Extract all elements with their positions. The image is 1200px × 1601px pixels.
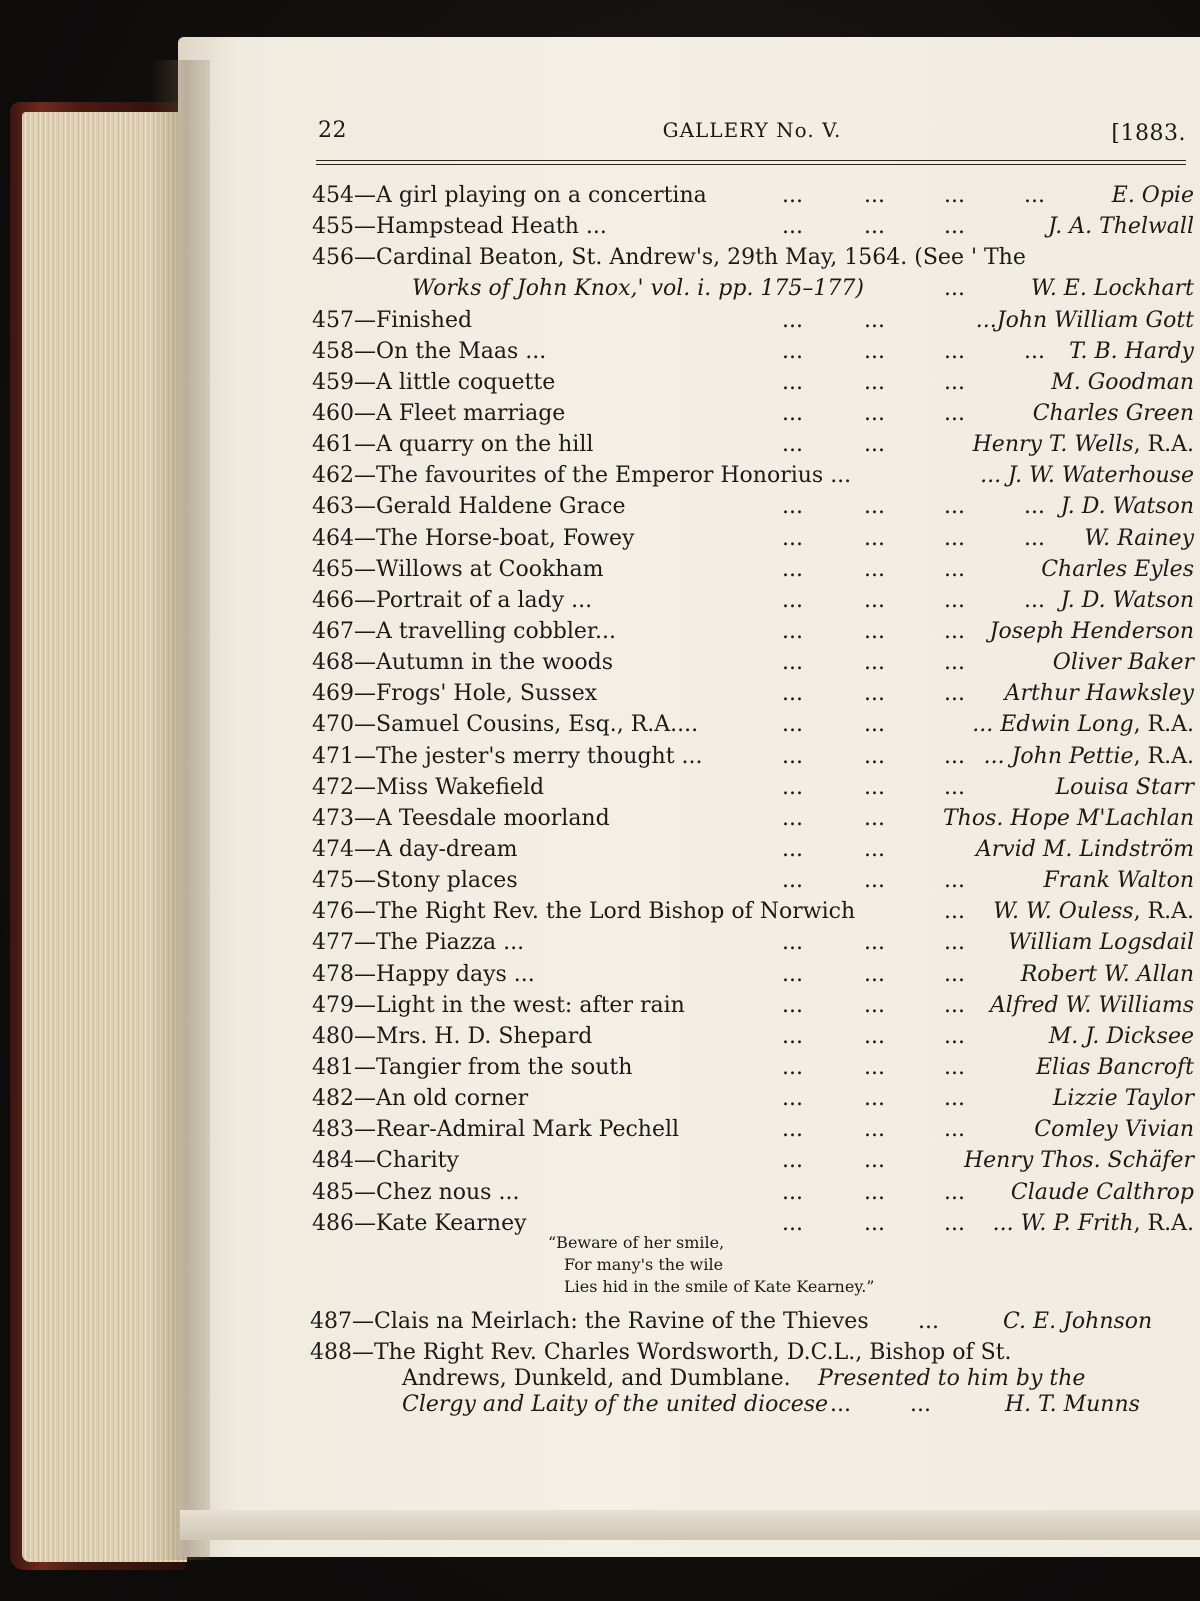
entry-artist (993, 1208, 1194, 1239)
artist-name: ... John Pettie (983, 743, 1134, 769)
leader-dots: ... (864, 1210, 885, 1236)
artist-name: M. Goodman (1051, 369, 1194, 395)
artist-suffix: , R.A. (1133, 743, 1194, 769)
page-bottom-edge (180, 1510, 1200, 1540)
leader-dots: ... (944, 961, 965, 987)
leader-dots: ... (1024, 587, 1045, 613)
artist-name: ...John William Gott (975, 307, 1194, 333)
header-rule-thin (316, 164, 1186, 165)
leader-dots: ... (944, 494, 965, 520)
catalogue-entry (312, 741, 1194, 772)
leader-dots: ... (1024, 183, 1045, 208)
entry-title: 476—The Right Rev. the Lord Bishop of Norwich (312, 899, 856, 925)
entry-title: 466—Portrait of a lady ... (312, 587, 593, 613)
leader-dots: ... (864, 1054, 885, 1080)
leader-dots: ... (782, 681, 803, 707)
artist-name: Frank Walton (1043, 868, 1194, 894)
entry-title: 460—A Fleet marriage (312, 400, 566, 426)
leader-dots: ... (782, 650, 803, 676)
catalogue-entry (312, 896, 1194, 927)
entry-artist (1069, 336, 1194, 367)
leader-dots: ... (782, 432, 803, 458)
leader-dots: ... (782, 868, 803, 894)
catalogue-entry (312, 491, 1194, 522)
artist-name: Oliver Baker (1052, 650, 1194, 676)
leader-dots: ... (864, 930, 885, 956)
catalogue-entry (312, 523, 1194, 554)
leader-dots: ... (782, 774, 803, 800)
entry-title: 474—A day-dream (312, 836, 518, 862)
artist-name: Alfred W. Williams (989, 992, 1194, 1018)
artist-name: Robert W. Allan (1020, 961, 1194, 987)
leader-dots: ... (944, 1086, 965, 1112)
catalogue-entry (312, 460, 1194, 491)
leader-dots: ... (782, 369, 803, 395)
leader-dots: ... (944, 587, 965, 613)
leader-dots: ... (782, 400, 803, 426)
leader-dots: ... (782, 1023, 803, 1049)
artist-name: Comley Vivian (1034, 1117, 1194, 1143)
quote-line: “Beware of her smile, (548, 1233, 725, 1252)
catalogue-entry (312, 585, 1194, 616)
catalogue-entry (312, 616, 1194, 647)
leader-dots: ... (830, 1392, 851, 1417)
artist-name: J. A. Thelwall (1048, 214, 1194, 240)
entry-title: 467—A travelling cobbler... (312, 618, 617, 644)
entry-title: 488—The Right Rev. Charles Wordsworth, D.C.L., Bishop of St. (310, 1340, 1012, 1365)
catalogue-entry (312, 367, 1194, 398)
entry-title: 482—An old corner (312, 1086, 529, 1112)
entry-artist (972, 709, 1194, 740)
catalogue-entry (312, 803, 1194, 834)
leader-dots: ... (944, 618, 965, 644)
entry-title: 454—A girl playing on a concertina (312, 183, 707, 208)
leader-dots: ... (864, 961, 885, 987)
catalogue-entry (312, 959, 1194, 990)
entry-title: 468—Autumn in the woods (312, 650, 613, 676)
leader-dots: ... (944, 556, 965, 582)
leader-dots: ... (864, 494, 885, 520)
leader-dots: ... (1024, 525, 1045, 551)
entry-artist (1041, 554, 1194, 585)
entry-title: 487—Clais na Meirlach: the Ravine of the Thieves (310, 1309, 869, 1334)
leader-dots: ... (918, 1309, 939, 1334)
entry-artist (1034, 1114, 1194, 1145)
entry-title: 483—Rear-Admiral Mark Pechell (312, 1117, 680, 1143)
artist-name: Lizzie Taylor (1052, 1086, 1194, 1112)
catalogue-entry (312, 1052, 1194, 1083)
gutter-shadow (150, 60, 210, 1560)
entry-artist (1112, 180, 1194, 211)
entry-artist: H. T. Munns (1005, 1392, 1140, 1417)
entry-artist (1011, 1177, 1194, 1208)
leader-dots: ... (782, 494, 803, 520)
catalogue-entry (312, 1145, 1194, 1176)
leader-dots: ... (782, 183, 803, 208)
entry-artist (990, 616, 1194, 647)
artist-name: Henry T. Wells (972, 432, 1134, 458)
artist-name: ... W. P. Frith (992, 1210, 1134, 1236)
leader-dots: ... (944, 650, 965, 676)
entry-title: Works of John Knox,' vol. i. pp. 175–177) (412, 276, 864, 302)
entry-artist (1021, 959, 1194, 990)
leader-dots: ... (782, 1117, 803, 1143)
leader-dots: ... (782, 1086, 803, 1112)
leader-dots: ... (782, 338, 803, 364)
leader-dots: ... (944, 183, 965, 208)
entry-artist (1031, 273, 1194, 304)
leader-dots: ... (944, 214, 965, 240)
entry-artist (973, 429, 1194, 460)
entry-artist (976, 834, 1194, 865)
leader-dots: ... (944, 774, 965, 800)
leader-dots: ... (944, 992, 965, 1018)
year-marker: [1883. (1111, 121, 1186, 146)
leader-dots: ... (782, 618, 803, 644)
entry-title: 480—Mrs. H. D. Shepard (312, 1023, 593, 1049)
leader-dots: ... (782, 307, 803, 333)
leader-dots: ... (864, 836, 885, 862)
leader-dots: ... (944, 930, 965, 956)
artist-name: Joseph Henderson (989, 618, 1194, 644)
artist-name: J. D. Watson (1060, 587, 1194, 613)
leader-dots: ... (864, 432, 885, 458)
entry-artist (1061, 491, 1194, 522)
artist-name: Elias Bancroft (1035, 1054, 1194, 1080)
entry-artist (1049, 1021, 1194, 1052)
entry-artist (943, 803, 1194, 834)
leader-dots: ... (944, 1179, 965, 1205)
entry-title: 477—The Piazza ... (312, 930, 525, 956)
leader-dots: ... (944, 868, 965, 894)
entry-artist (1061, 585, 1194, 616)
entry-artist (1005, 678, 1194, 709)
artist-name: William Logsdail (1008, 930, 1194, 956)
entry-artist (1044, 865, 1195, 896)
quote-line: Lies hid in the smile of Kate Kearney.” (564, 1277, 875, 1296)
entry-title: 470—Samuel Cousins, Esq., R.A.... (312, 712, 699, 738)
entry-artist (1036, 1052, 1194, 1083)
leader-dots: ... (782, 992, 803, 1018)
artist-name: W. Rainey (1084, 525, 1194, 551)
catalogue-entry (312, 554, 1194, 585)
leader-dots: ... (1024, 338, 1045, 364)
leader-dots: ... (864, 214, 885, 240)
entry-title: 459—A little coquette (312, 369, 556, 395)
entry-dedication: Presented to him by the (818, 1366, 1086, 1391)
leader-dots: ... (944, 681, 965, 707)
entry-artist (1051, 367, 1194, 398)
leader-dots: ... (864, 1179, 885, 1205)
catalogue-entry (312, 772, 1194, 803)
entry-title: 484—Charity (312, 1148, 459, 1174)
leader-dots: ... (864, 743, 885, 769)
quote-line: For many's the wile (564, 1255, 724, 1274)
artist-suffix: , R.A. (1133, 432, 1194, 458)
artist-name: Charles Eyles (1041, 556, 1194, 582)
catalogue-entry (312, 865, 1194, 896)
entry-title: 481—Tangier from the south (312, 1054, 633, 1080)
artist-name: ... Edwin Long (972, 712, 1134, 738)
catalogue-entry (312, 429, 1194, 460)
entry-title: 478—Happy days ... (312, 961, 535, 987)
entry-title: 456—Cardinal Beaton, St. Andrew's, 29th May, 1564. (See ' The (312, 245, 1026, 271)
entry-artist (1048, 211, 1194, 242)
leader-dots: ... (944, 525, 965, 551)
leader-dots: ... (782, 836, 803, 862)
leader-dots: ... (864, 1023, 885, 1049)
artist-suffix: , R.A. (1133, 1210, 1194, 1236)
catalogue-entry (312, 678, 1194, 709)
entry-title: 475—Stony places (312, 868, 518, 894)
leader-dots: ... (864, 868, 885, 894)
artist-name: T. B. Hardy (1069, 338, 1194, 364)
entry-artist (1053, 647, 1194, 678)
entry-title: 461—A quarry on the hill (312, 432, 594, 458)
leader-dots: ... (864, 183, 885, 208)
catalogue-entry (312, 180, 1194, 211)
catalogue-entry (312, 305, 1194, 336)
entry-title: 464—The Horse-boat, Fowey (312, 525, 635, 551)
leader-dots: ... (782, 1054, 803, 1080)
catalogue-entry (312, 336, 1194, 367)
leader-dots: ... (944, 400, 965, 426)
leader-dots: ... (782, 1148, 803, 1174)
leader-dots: ... (944, 276, 965, 302)
artist-name: E. Opie (1111, 183, 1194, 208)
page-number: 22 (318, 118, 347, 143)
entry-artist (964, 1145, 1194, 1176)
leader-dots: ... (864, 400, 885, 426)
leader-dots: ... (910, 1392, 931, 1417)
catalogue-entry (312, 1114, 1194, 1145)
artist-name: Arvid M. Lindström (975, 836, 1194, 862)
leader-dots: ... (864, 618, 885, 644)
leader-dots: ... (864, 338, 885, 364)
entry-title: 469—Frogs' Hole, Sussex (312, 681, 598, 707)
entry-artist (993, 896, 1194, 927)
artist-name: W. E. Lockhart (1031, 276, 1194, 302)
catalogue-entry (312, 709, 1194, 740)
entry-artist (980, 460, 1194, 491)
artist-suffix: , R.A. (1133, 712, 1194, 738)
leader-dots: ... (782, 556, 803, 582)
artist-name: Arthur Hawksley (1004, 681, 1194, 707)
artist-name: Henry Thos. Schäfer (963, 1148, 1194, 1174)
gallery-title: GALLERY No. V. (662, 118, 842, 142)
catalogue-entry (312, 242, 1194, 273)
leader-dots: ... (944, 1023, 965, 1049)
entry-artist (1033, 398, 1194, 429)
catalogue-list (312, 180, 1194, 1239)
leader-dots: ... (864, 1148, 885, 1174)
leader-dots: ... (944, 743, 965, 769)
leader-dots: ... (864, 587, 885, 613)
leader-dots: ... (864, 1086, 885, 1112)
entry-title: 485—Chez nous ... (312, 1179, 520, 1205)
entry-artist (1053, 1083, 1194, 1114)
leader-dots: ... (782, 712, 803, 738)
catalogue-entry (312, 398, 1194, 429)
entry-artist (976, 305, 1194, 336)
catalogue-entry (312, 990, 1194, 1021)
leader-dots: ... (944, 1210, 965, 1236)
leader-dots: ... (864, 712, 885, 738)
leader-dots: ... (782, 805, 803, 831)
catalogue-entry (312, 1083, 1194, 1114)
leader-dots: ... (944, 1054, 965, 1080)
running-head (318, 118, 1186, 158)
entry-title: 455—Hampstead Heath ... (312, 214, 607, 240)
catalogue-entry (312, 1177, 1194, 1208)
artist-name: W. W. Ouless (993, 899, 1134, 925)
entry-artist (984, 741, 1194, 772)
catalogue-entry (312, 211, 1194, 242)
leader-dots: ... (944, 338, 965, 364)
entry-title: 473—A Teesdale moorland (312, 805, 610, 831)
entry-artist (1008, 927, 1194, 958)
artist-name: Claude Calthrop (1010, 1179, 1194, 1205)
leader-dots: ... (864, 774, 885, 800)
artist-name: ... J. W. Waterhouse (980, 463, 1194, 489)
catalogue-entry (312, 834, 1194, 865)
entry-title-cont: Andrews, Dunkeld, and Dumblane. (402, 1366, 791, 1391)
leader-dots: ... (944, 899, 965, 925)
leader-dots: ... (864, 681, 885, 707)
entry-title: 457—Finished (312, 307, 473, 333)
leader-dots: ... (864, 992, 885, 1018)
catalogue-entry (312, 927, 1194, 958)
entry-artist (1055, 772, 1194, 803)
catalogue-entry (312, 273, 1194, 304)
leader-dots: ... (864, 650, 885, 676)
artist-name: Charles Green (1032, 400, 1194, 426)
leader-dots: ... (782, 961, 803, 987)
entry-title: 471—The jester's merry thought ... (312, 743, 703, 769)
leader-dots: ... (864, 556, 885, 582)
leader-dots: ... (782, 587, 803, 613)
artist-name: Louisa Starr (1055, 774, 1194, 800)
entry-artist (1084, 523, 1194, 554)
header-rule (316, 160, 1186, 161)
leader-dots: ... (782, 743, 803, 769)
leader-dots: ... (864, 805, 885, 831)
leader-dots: ... (782, 525, 803, 551)
leader-dots: ... (1024, 494, 1045, 520)
entry-title: 479—Light in the west: after rain (312, 992, 685, 1018)
kate-kearney-quote (548, 1232, 874, 1298)
entry-dedication-cont: Clergy and Laity of the united diocese (402, 1392, 829, 1417)
entry-artist (990, 990, 1194, 1021)
leader-dots: ... (864, 307, 885, 333)
entry-title: 462—The favourites of the Emperor Honorius ... (312, 463, 852, 489)
leader-dots: ... (782, 1210, 803, 1236)
leader-dots: ... (782, 1179, 803, 1205)
leader-dots: ... (944, 369, 965, 395)
entry-title: 465—Willows at Cookham (312, 556, 604, 582)
entry-artist: C. E. Johnson (1003, 1309, 1153, 1334)
entry-title: 472—Miss Wakefield (312, 774, 545, 800)
leader-dots: ... (864, 525, 885, 551)
entry-title: 486—Kate Kearney (312, 1210, 527, 1236)
entry-title: 458—On the Maas ... (312, 338, 547, 364)
catalogue-entry (312, 1021, 1194, 1052)
leader-dots: ... (944, 1117, 965, 1143)
entry-title: 463—Gerald Haldene Grace (312, 494, 626, 520)
leader-dots: ... (782, 930, 803, 956)
artist-name: J. D. Watson (1060, 494, 1194, 520)
leader-dots: ... (864, 369, 885, 395)
leader-dots: ... (782, 214, 803, 240)
artist-name: M. J. Dicksee (1048, 1023, 1194, 1049)
artist-suffix: , R.A. (1133, 899, 1194, 925)
leader-dots: ... (864, 1117, 885, 1143)
catalogue-entry (312, 647, 1194, 678)
artist-name: Thos. Hope M'Lachlan (942, 805, 1194, 831)
